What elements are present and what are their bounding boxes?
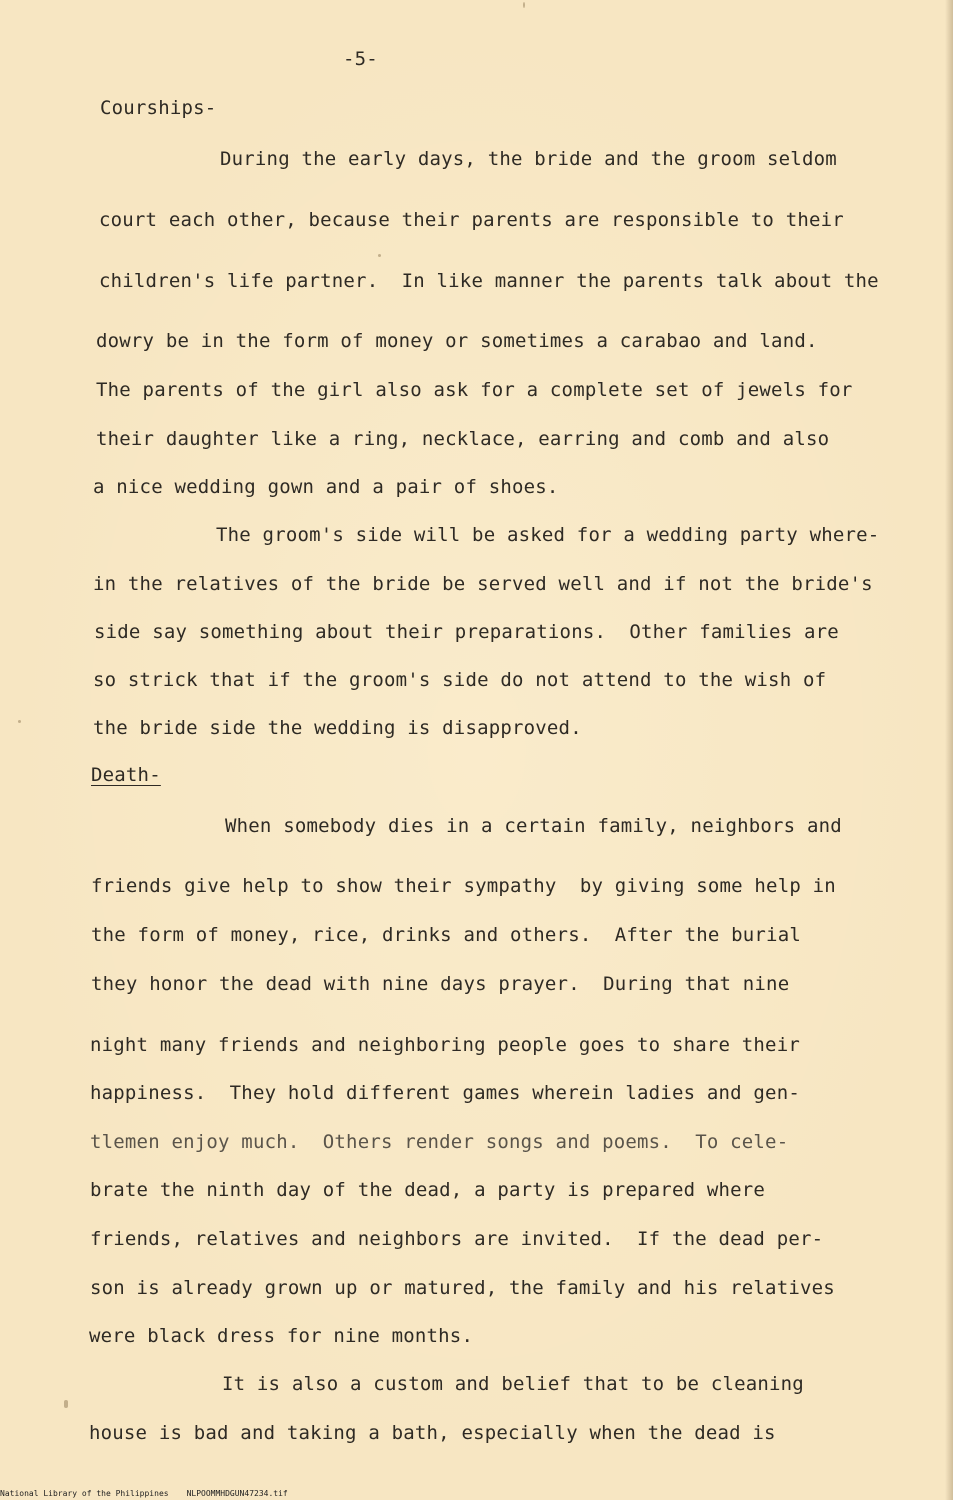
paragraph-line: The parents of the girl also ask for a complete set of jewels for xyxy=(96,379,853,401)
paragraph-line: house is bad and taking a bath, especially when the dead is xyxy=(89,1422,776,1444)
paper-speck xyxy=(64,1400,68,1408)
section-heading-death: Death- xyxy=(91,764,161,786)
paragraph-line: court each other, because their parents are responsible to their xyxy=(99,209,844,231)
paragraph-line: children's life partner. In like manner the parents talk about the xyxy=(99,270,879,292)
paragraph-line: The groom's side will be asked for a wedding party where- xyxy=(216,524,880,546)
paragraph-line: were black dress for nine months. xyxy=(89,1325,474,1347)
paragraph-line: When somebody dies in a certain family, neighbors and xyxy=(225,815,842,837)
paragraph-line: son is already grown up or matured, the family and his relatives xyxy=(90,1277,835,1299)
paper-speck xyxy=(523,2,525,8)
paragraph-line: brate the ninth day of the dead, a party is prepared where xyxy=(90,1179,766,1201)
paper-speck xyxy=(378,254,381,257)
paragraph-line: their daughter like a ring, necklace, earring and comb and also xyxy=(96,428,830,450)
footer-file-name: NLPOOMMHDGUN47234.tif xyxy=(186,1489,288,1498)
section-heading-courships: Courships- xyxy=(100,97,217,119)
scan-footer xyxy=(0,1489,306,1498)
paragraph-line: so strick that if the groom's side do not attend to the wish of xyxy=(93,669,827,691)
paragraph-line: dowry be in the form of money or sometimes a carabao and land. xyxy=(96,330,818,352)
page-number: -5- xyxy=(343,48,378,70)
paragraph-line: the form of money, rice, drinks and others. After the burial xyxy=(91,924,801,946)
paragraph-line: friends give help to show their sympathy by giving some help in xyxy=(91,875,836,897)
paragraph-line: side say something about their preparations. Other families are xyxy=(94,621,839,643)
paper-speck xyxy=(18,720,21,723)
paragraph-line: a nice wedding gown and a pair of shoes. xyxy=(93,476,559,498)
page-edge-shadow xyxy=(945,0,953,1500)
paragraph-line: the bride side the wedding is disapproved. xyxy=(93,717,582,739)
paragraph-line: night many friends and neighboring people goes to share their xyxy=(90,1034,800,1056)
paragraph-line: friends, relatives and neighbors are invited. If the dead per- xyxy=(90,1228,824,1250)
paragraph-line: in the relatives of the bride be served well and if not the bride's xyxy=(93,573,873,595)
paragraph-line: During the early days, the bride and the groom seldom xyxy=(220,148,837,170)
footer-source: National Library of the Philippines xyxy=(0,1489,169,1498)
paragraph-line: happiness. They hold different games wherein ladies and gen- xyxy=(90,1082,800,1104)
paragraph-line: tlemen enjoy much. Others render songs and poems. To cele- xyxy=(90,1131,789,1153)
paragraph-line: they honor the dead with nine days prayer. During that nine xyxy=(91,973,790,995)
paragraph-line: It is also a custom and belief that to be cleaning xyxy=(222,1373,804,1395)
